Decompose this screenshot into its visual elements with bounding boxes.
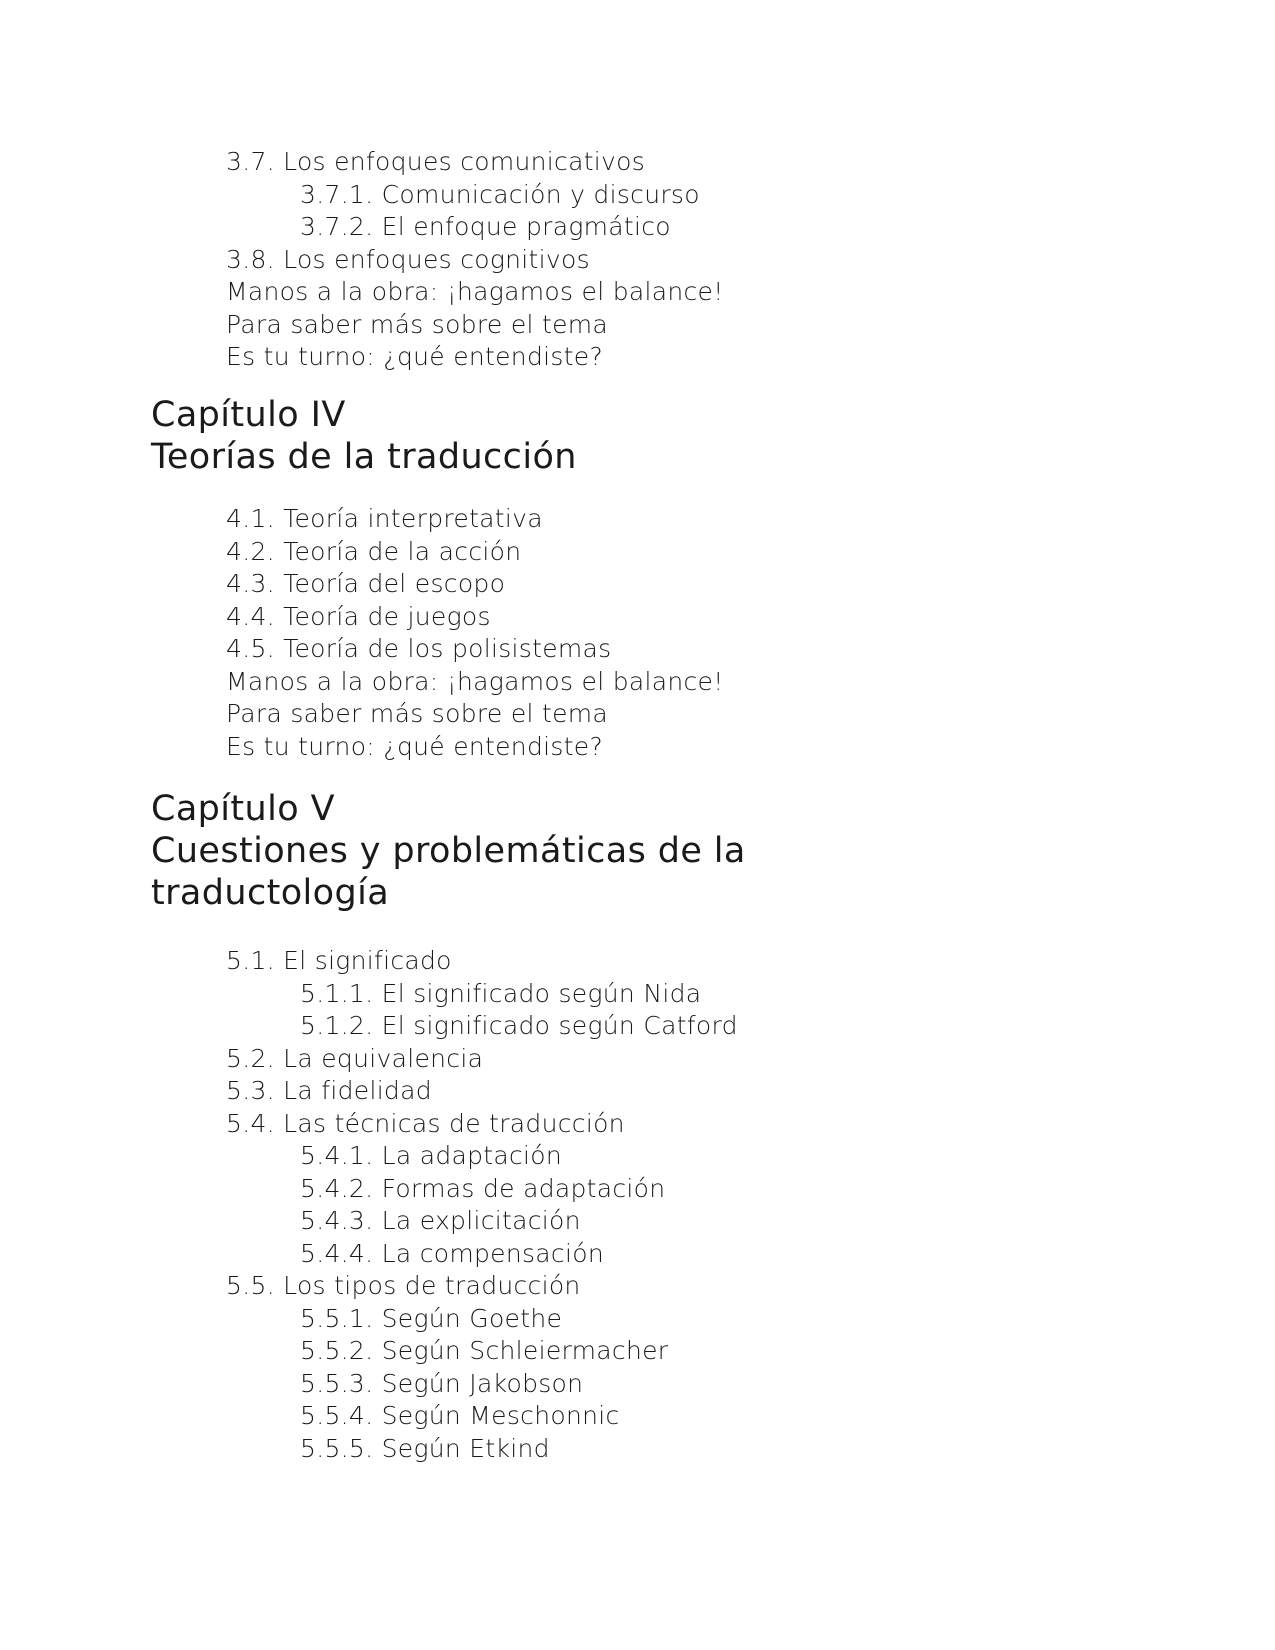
toc-entry: 5.4. Las técnicas de traducción xyxy=(226,1108,625,1138)
chapter-5-title-line-2: traductología xyxy=(151,873,390,913)
toc-entry: 5.5. Los tipos de traducción xyxy=(226,1271,581,1300)
chapter-5-entries xyxy=(0,945,1275,1465)
toc-subentry: 3.7.2. El enfoque pragmático xyxy=(300,212,671,241)
toc-entry: Para saber más sobre el tema xyxy=(226,309,609,339)
toc-subentry: 5.5.2. Según Schleiermacher xyxy=(300,1336,669,1365)
toc-entry: 3.8. Los enfoques cognitivos xyxy=(226,244,590,274)
chapter-5-title-line-1: Cuestiones y problemáticas de la xyxy=(151,831,746,871)
chapter-4-entries xyxy=(0,503,1275,763)
toc-entry: Manos a la obra: ¡hagamos el balance! xyxy=(226,666,724,696)
toc-entry: Manos a la obra: ¡hagamos el balance! xyxy=(226,277,724,306)
toc-subentry: 5.5.3. Según Jakobson xyxy=(300,1368,584,1398)
toc-entry: 5.2. La equivalencia xyxy=(226,1043,484,1073)
toc-subentry: 5.5.1. Según Goethe xyxy=(300,1303,563,1333)
toc-entry: Es tu turno: ¿qué entendiste? xyxy=(226,731,604,761)
chapter-5-heading xyxy=(151,788,746,914)
toc-entry: 3.7. Los enfoques comunicativos xyxy=(226,147,646,176)
toc-subentry: 5.4.1. La adaptación xyxy=(300,1141,563,1170)
toc-entry: Para saber más sobre el tema xyxy=(226,699,609,728)
toc-entry: 4.5. Teoría de los polisistemas xyxy=(226,634,612,663)
toc-subentry: 5.4.3. La explicitación xyxy=(300,1206,581,1235)
toc-subentry: 5.1.2. El significado según Catford xyxy=(300,1011,738,1040)
toc-entry: Es tu turno: ¿qué entendiste? xyxy=(226,342,604,371)
toc-subentry: 5.1.1. El significado según Nida xyxy=(300,978,702,1008)
chapter-4-number: Capítulo IV xyxy=(151,395,346,435)
toc-subentry: 5.4.2. Formas de adaptación xyxy=(300,1173,666,1203)
toc-entry: 4.4. Teoría de juegos xyxy=(226,601,491,631)
chapter-5-number: Capítulo V xyxy=(151,789,335,829)
toc-subentry: 3.7.1. Comunicación y discurso xyxy=(300,179,700,209)
chapter-4-heading xyxy=(151,394,577,478)
toc-entry: 5.1. El significado xyxy=(226,946,452,975)
toc-entry: 4.1. Teoría interpretativa xyxy=(226,504,543,533)
toc-entry: 4.2. Teoría de la acción xyxy=(226,536,522,566)
toc-subentry: 5.4.4. La compensación xyxy=(300,1238,604,1268)
toc-subentry: 5.5.4. Según Meschonnic xyxy=(300,1401,620,1430)
chapter-4-title: Teorías de la traducción xyxy=(151,437,577,477)
chapter-3-entries xyxy=(0,146,1275,374)
toc-entry: 4.3. Teoría del escopo xyxy=(226,569,506,598)
toc-subentry: 5.5.5. Según Etkind xyxy=(300,1433,550,1463)
toc-entry: 5.3. La fidelidad xyxy=(226,1076,432,1105)
